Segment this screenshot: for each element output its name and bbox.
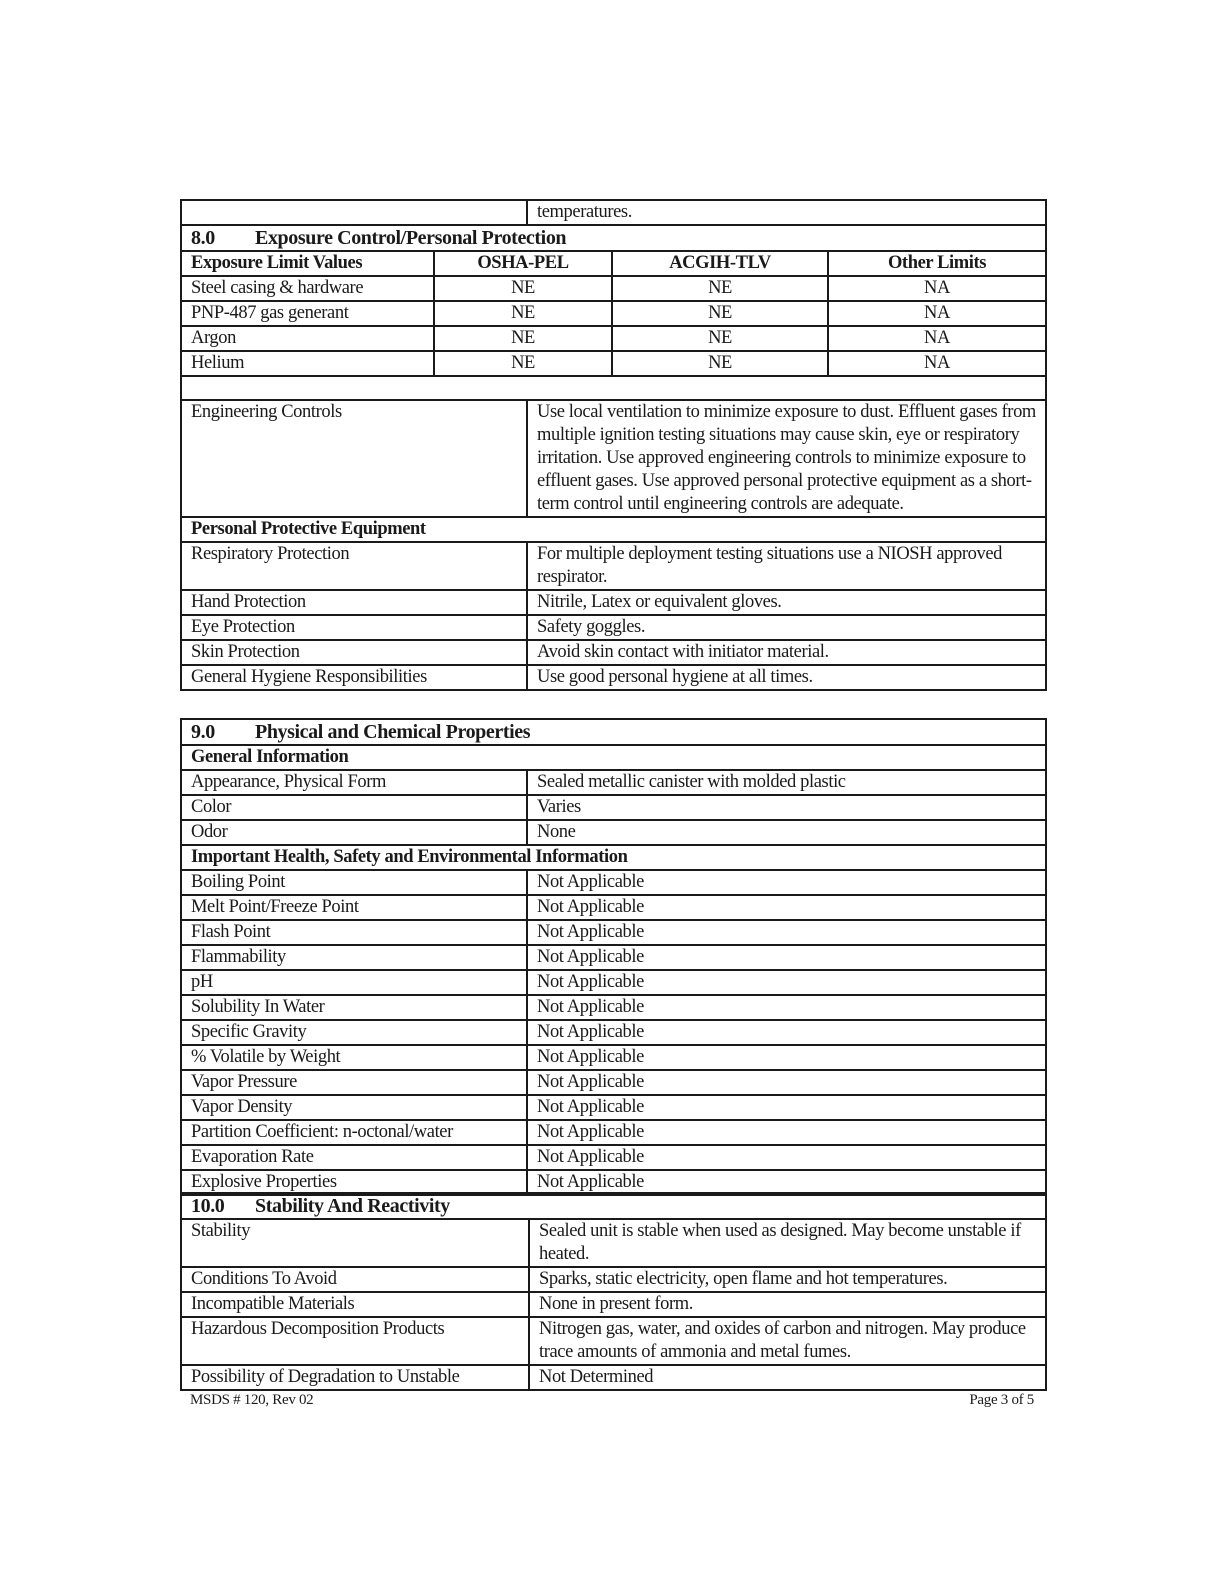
field-label: Eye Protection	[181, 615, 527, 640]
field-label: Explosive Properties	[181, 1170, 527, 1195]
section-9-table	[180, 718, 1047, 1196]
table-row	[181, 640, 1046, 665]
field-label: Evaporation Rate	[181, 1145, 527, 1170]
other-cell: NA	[828, 326, 1046, 351]
table-row	[181, 870, 1046, 895]
section-8-table	[180, 199, 1047, 691]
engineering-controls-row	[181, 400, 1046, 517]
osha-cell: NE	[434, 351, 612, 376]
table-row	[181, 1120, 1046, 1145]
table-row	[181, 970, 1046, 995]
field-label: Flash Point	[181, 920, 527, 945]
field-value: None	[527, 820, 1046, 845]
table-row	[181, 301, 1046, 326]
table-row	[181, 1365, 1046, 1390]
column-header: Other Limits	[828, 251, 1046, 276]
field-label: Partition Coefficient: n-octonal/water	[181, 1120, 527, 1145]
ppe-heading-row	[181, 517, 1046, 542]
column-header: ACGIH-TLV	[612, 251, 828, 276]
table-row	[181, 945, 1046, 970]
field-value: Not Applicable	[527, 1070, 1046, 1095]
acgih-cell: NE	[612, 276, 828, 301]
field-label: Odor	[181, 820, 527, 845]
other-cell: NA	[828, 276, 1046, 301]
field-label: Skin Protection	[181, 640, 527, 665]
field-value: Varies	[527, 795, 1046, 820]
field-value: Not Applicable	[527, 1045, 1046, 1070]
table-row	[181, 1292, 1046, 1317]
table-row	[181, 351, 1046, 376]
field-label: Possibility of Degradation to Unstable	[181, 1365, 529, 1390]
table-row	[181, 1145, 1046, 1170]
field-label: Conditions To Avoid	[181, 1267, 529, 1292]
table-row	[181, 1045, 1046, 1070]
field-value: Not Applicable	[527, 1170, 1046, 1195]
field-label: Stability	[181, 1219, 529, 1267]
field-label: Vapor Pressure	[181, 1070, 527, 1095]
acgih-cell: NE	[612, 351, 828, 376]
section-number: 10.0	[191, 1195, 225, 1217]
field-value: Not Applicable	[527, 1095, 1046, 1120]
field-label: Hazardous Decomposition Products	[181, 1317, 529, 1365]
table-row	[181, 590, 1046, 615]
section-number: 8.0	[191, 227, 215, 249]
field-label: % Volatile by Weight	[181, 1045, 527, 1070]
field-value: Avoid skin contact with initiator material.	[527, 640, 1046, 665]
substance-cell: Steel casing & hardware	[181, 276, 434, 301]
continuation-text: temperatures.	[527, 200, 1046, 225]
subheading: Personal Protective Equipment	[181, 517, 1046, 542]
general-heading-row	[181, 745, 1046, 770]
osha-cell: NE	[434, 326, 612, 351]
acgih-cell: NE	[612, 301, 828, 326]
table-row	[181, 542, 1046, 590]
table-row	[181, 920, 1046, 945]
table-row	[181, 895, 1046, 920]
table-row	[181, 1070, 1046, 1095]
other-cell: NA	[828, 351, 1046, 376]
substance-cell: Argon	[181, 326, 434, 351]
field-value: Use local ventilation to minimize exposure to dust. Effluent gases from multiple ignition testing situations may cause skin, eye or respiratory irritation. Use approved engineering controls to minimize exposure to effluent gases. Use approved personal protective equipment as a short-term control until engineering controls are adequate.	[527, 400, 1046, 517]
field-value: Not Applicable	[527, 970, 1046, 995]
section-title: Exposure Control/Personal Protection	[255, 227, 567, 249]
section-10-table	[180, 1192, 1047, 1391]
continuation-row	[181, 200, 1046, 225]
section-9-header	[181, 719, 1046, 745]
osha-cell: NE	[434, 301, 612, 326]
field-value: Not Applicable	[527, 1120, 1046, 1145]
section-number: 9.0	[191, 721, 215, 743]
field-value: Sparks, static electricity, open flame and hot temperatures.	[529, 1267, 1046, 1292]
field-value: Not Applicable	[527, 995, 1046, 1020]
field-label: Flammability	[181, 945, 527, 970]
field-value: Safety goggles.	[527, 615, 1046, 640]
field-value: Not Determined	[529, 1365, 1046, 1390]
table-row	[181, 665, 1046, 690]
table-row	[181, 995, 1046, 1020]
table-row	[181, 820, 1046, 845]
field-label: General Hygiene Responsibilities	[181, 665, 527, 690]
field-label: Boiling Point	[181, 870, 527, 895]
table-row	[181, 770, 1046, 795]
substance-cell: PNP-487 gas generant	[181, 301, 434, 326]
section-title: Physical and Chemical Properties	[255, 721, 531, 743]
field-value: Use good personal hygiene at all times.	[527, 665, 1046, 690]
column-header: OSHA-PEL	[434, 251, 612, 276]
spacer-row	[181, 376, 1046, 400]
field-value: Not Applicable	[527, 945, 1046, 970]
table-row	[181, 1219, 1046, 1267]
field-label: Respiratory Protection	[181, 542, 527, 590]
table-row	[181, 1020, 1046, 1045]
field-value: Not Applicable	[527, 920, 1046, 945]
section-10-header	[181, 1193, 1046, 1219]
important-heading-row	[181, 845, 1046, 870]
table-row	[181, 326, 1046, 351]
field-label: Color	[181, 795, 527, 820]
section-title: Stability And Reactivity	[255, 1195, 450, 1217]
limits-header-row	[181, 251, 1046, 276]
field-label: Solubility In Water	[181, 995, 527, 1020]
field-label: pH	[181, 970, 527, 995]
field-label: Engineering Controls	[181, 400, 527, 517]
document-id: MSDS # 120, Rev 02	[190, 1392, 314, 1408]
column-header: Exposure Limit Values	[181, 251, 434, 276]
field-label: Hand Protection	[181, 590, 527, 615]
table-row	[181, 276, 1046, 301]
field-value: Sealed metallic canister with molded plastic	[527, 770, 1046, 795]
table-row	[181, 615, 1046, 640]
field-label: Vapor Density	[181, 1095, 527, 1120]
field-value: Not Applicable	[527, 1145, 1046, 1170]
field-value: Not Applicable	[527, 870, 1046, 895]
other-cell: NA	[828, 301, 1046, 326]
field-label: Specific Gravity	[181, 1020, 527, 1045]
field-value: Not Applicable	[527, 1020, 1046, 1045]
field-label: Appearance, Physical Form	[181, 770, 527, 795]
osha-cell: NE	[434, 276, 612, 301]
subheading: Important Health, Safety and Environmental Information	[181, 845, 1046, 870]
table-row	[181, 1095, 1046, 1120]
field-label: Incompatible Materials	[181, 1292, 529, 1317]
field-value: Nitrogen gas, water, and oxides of carbon and nitrogen. May produce trace amounts of ammonia and metal fumes.	[529, 1317, 1046, 1365]
table-row	[181, 1317, 1046, 1365]
table-row	[181, 795, 1046, 820]
subheading: General Information	[181, 745, 1046, 770]
field-value: None in present form.	[529, 1292, 1046, 1317]
acgih-cell: NE	[612, 326, 828, 351]
field-value: Nitrile, Latex or equivalent gloves.	[527, 590, 1046, 615]
field-label: Melt Point/Freeze Point	[181, 895, 527, 920]
section-8-header	[181, 225, 1046, 251]
substance-cell: Helium	[181, 351, 434, 376]
field-value: For multiple deployment testing situations use a NIOSH approved respirator.	[527, 542, 1046, 590]
page-number: Page 3 of 5	[969, 1392, 1034, 1408]
field-value: Not Applicable	[527, 895, 1046, 920]
table-row	[181, 1267, 1046, 1292]
field-value: Sealed unit is stable when used as designed. May become unstable if heated.	[529, 1219, 1046, 1267]
